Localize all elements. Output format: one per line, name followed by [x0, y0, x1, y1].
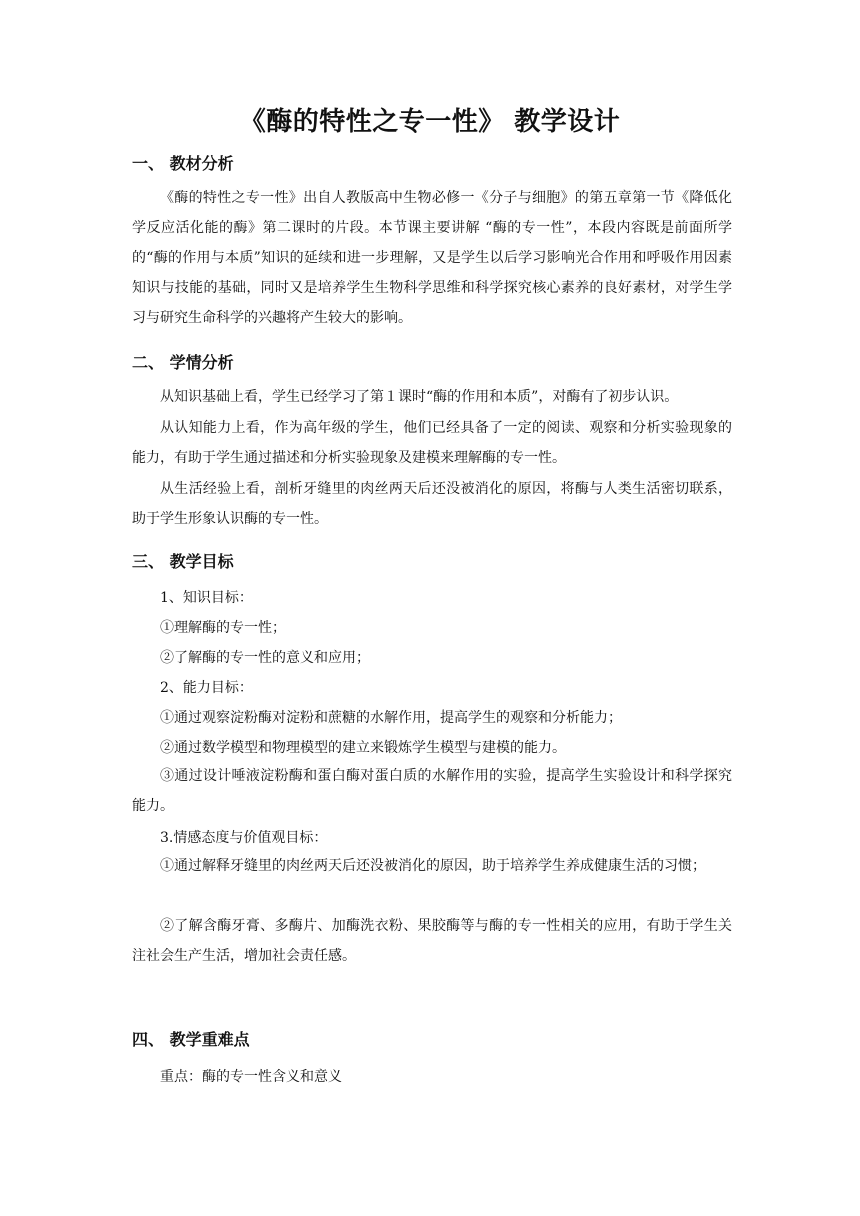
objective-emotion-item: ①通过解释牙缝里的肉丝两天后还没被消化的原因，助于培养学生养成健康生活的习惯；	[160, 858, 706, 874]
document-title: 《酶的特性之专一性》 教学设计	[239, 107, 621, 137]
key-point-item: 重点：酶的专一性含义和意义	[160, 1069, 342, 1085]
paragraph-knowledge-basis: 从知识基础上看，学生已经学习了第１课时“酶的作用和本质”，对酶有了初步认识。	[160, 389, 679, 405]
paragraph-life-experience: 从生活经验上看，剖析牙缝里的肉丝两天后还没被消化的原因，将酶与人类生活密切联系，助于学生形象认识酶的专一性。	[132, 481, 732, 527]
paragraph-textbook-analysis: 《酶的特性之专一性》出自人教版高中生物必修一《分子与细胞》的第五章第一节《降低化学反应活化能的酶》第二课时的片段。本节课主要讲解 “酶的专一性”，本段内容既是前面所学的“酶的作用与本质”知识的延续和进一步理解，又是学生以后学习影响光合作用和呼吸作用因素知识与技能的基础，同时又是培养学生生物科学思维和科学探究核心素养的良好素材，对学生学习与研究生命科学的兴趣将产生较大的影响。	[132, 190, 732, 326]
paragraph-cognitive-ability: 从认知能力上看，作为高年级的学生，他们已经具备了一定的阅读、观察和分析实验现象的能力，有助于学生通过描述和分析实验现象及建模来理解酶的专一性。	[132, 420, 732, 466]
objective-ability-item: ③通过设计唾液淀粉酶和蛋白酶对蛋白质的水解作用的实验，提高学生实验设计和科学探究能力。	[132, 768, 732, 814]
objective-knowledge-heading: 1、知识目标：	[160, 590, 253, 606]
objective-knowledge-item: ①理解酶的专一性；	[160, 620, 286, 636]
section-heading-teaching-objectives: 三、 教学目标	[132, 552, 234, 571]
section-heading-student-analysis: 二、 学情分析	[132, 353, 234, 372]
objective-ability-item: ②通过数学模型和物理模型的建立来锻炼学生模型与建模的能力。	[160, 740, 566, 756]
section-heading-key-difficult-points: 四、 教学重难点	[132, 1030, 250, 1049]
section-heading-textbook-analysis: 一、 教材分析	[132, 154, 234, 173]
objective-ability-item: ①通过观察淀粉酶对淀粉和蔗糖的水解作用，提高学生的观察和分析能力；	[160, 710, 622, 726]
objective-emotion-heading: 3.情感态度与价值观目标：	[160, 830, 328, 846]
objective-emotion-item: ②了解含酶牙膏、多酶片、加酶洗衣粉、果胶酶等与酶的专一性相关的应用，有助于学生关注社会生产生活，增加社会责任感。	[132, 918, 732, 964]
objective-ability-heading: 2、能力目标：	[160, 680, 253, 696]
objective-knowledge-item: ②了解酶的专一性的意义和应用；	[160, 650, 370, 666]
